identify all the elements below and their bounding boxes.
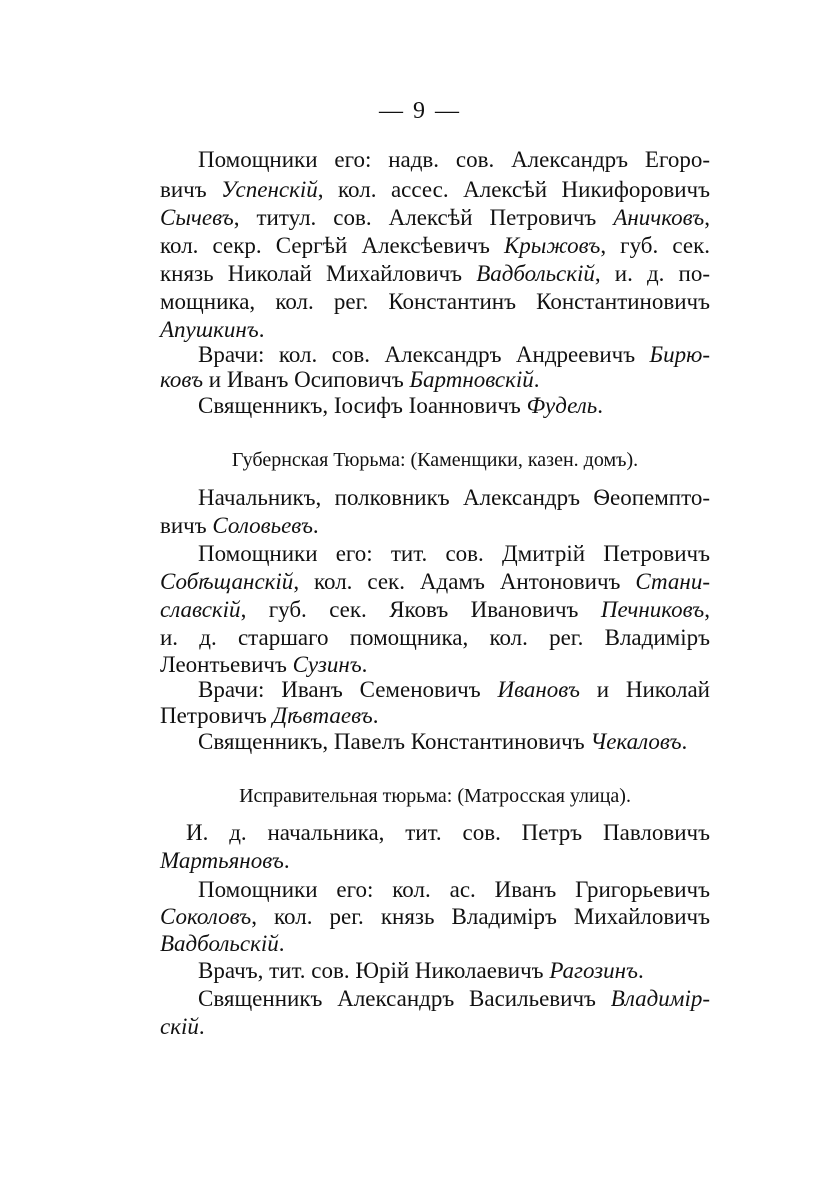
line-text: мощника, кол. рег. Константинъ Константиновичъ [160, 289, 710, 314]
text-line [160, 1013, 710, 1040]
line-text: , кол. сек. Адамъ Антоновичъ [293, 569, 636, 594]
surname-text: Печниковъ [600, 597, 705, 622]
surname-text: ковъ [160, 367, 204, 392]
text-line [160, 146, 710, 173]
text-line [160, 392, 710, 419]
text-line [160, 847, 710, 874]
line-text: Врачъ, тит. сов. Юрій Николаевичъ [198, 958, 550, 983]
line-text: Священникъ, Павелъ Константиновичъ [198, 729, 591, 754]
surname-text: Сычевъ [160, 205, 234, 230]
text-line [160, 568, 710, 595]
text-line [160, 366, 710, 393]
line-text: Врачи: Иванъ Семеновичъ [198, 677, 498, 702]
text-line [160, 624, 710, 651]
surname-text: славскій [160, 597, 241, 622]
line-text: . [258, 317, 265, 342]
text-line [160, 540, 710, 567]
surname-text: Вадбольскій [476, 261, 595, 286]
surname-text: Рагозинъ [549, 958, 638, 983]
text-line [160, 260, 710, 287]
text-line [160, 204, 710, 231]
text-line [160, 512, 710, 539]
line-text: . [278, 931, 285, 956]
surname-text: Сузинъ [292, 652, 362, 677]
line-text: Священникъ Александръ Васильевичъ [198, 986, 611, 1011]
line-text: Священникъ, Іосифъ Іоанновичъ [198, 393, 527, 418]
surname-text: Соколовъ [160, 904, 252, 929]
line-text: , губ. сек. Яковъ Ивановичъ [240, 597, 601, 622]
text-line [160, 903, 710, 930]
surname-text: Соловьевъ [212, 513, 313, 538]
line-text: , и. д. по- [594, 261, 710, 286]
surname-text: Бирю- [649, 342, 710, 367]
line-text: . [681, 729, 688, 754]
line-text: Начальникъ, полковникъ Александръ Ѳеопемпто- [198, 485, 710, 510]
line-text: . [283, 848, 290, 873]
text-line [160, 702, 710, 729]
text-line [160, 232, 710, 259]
line-text: и. д. старшаго помощника, кол. рег. Владиміръ [160, 625, 710, 650]
line-text: Петровичъ [160, 703, 273, 728]
surname-text: Собѣщанскій [160, 569, 294, 594]
page-number: — 9 — [379, 98, 461, 124]
text-line [160, 484, 710, 511]
line-text: . [372, 703, 379, 728]
text-line [160, 676, 710, 703]
text-line [160, 651, 710, 678]
text-line [160, 957, 710, 984]
surname-text: Дѣвтаевъ [272, 703, 373, 728]
surname-text: Мартьяновъ [160, 848, 284, 873]
line-text: вичъ [160, 177, 222, 202]
surname-text: Фудель [526, 393, 598, 418]
text-line [160, 341, 710, 368]
text-line [160, 288, 710, 315]
line-text: . [312, 513, 319, 538]
surname-text: Владимір- [610, 986, 710, 1011]
line-text: и Николай [579, 677, 710, 702]
surname-text: Ивановъ [497, 677, 580, 702]
surname-text: Чекаловъ [590, 729, 682, 754]
text-line [160, 876, 710, 903]
line-text: , [704, 597, 710, 622]
line-text: , кол. ассес. Алексѣй Никифоровичъ [317, 177, 710, 202]
line-text: вичъ [160, 513, 213, 538]
text-line [160, 316, 710, 343]
text-line [160, 819, 710, 846]
text-line [160, 176, 710, 203]
surname-text: Бартновскій [409, 367, 534, 392]
line-text: . [638, 958, 644, 983]
line-text: Леонтьевичъ [160, 652, 293, 677]
line-text: князь Николай Михайловичъ [160, 261, 477, 286]
line-text: и Иванъ Осиповичъ [203, 367, 410, 392]
line-text: , губ. сек. [600, 233, 710, 258]
line-text: , кол. рег. князь Владиміръ Михайловичъ [251, 904, 710, 929]
line-text: . [361, 652, 368, 677]
line-text: Помощники его: кол. ас. Иванъ Григорьевичъ [198, 877, 710, 902]
surname-text: скій [160, 1014, 199, 1039]
line-text: , титул. сов. Алексѣй Петровичъ [233, 205, 614, 230]
line-text: кол. секр. Сергѣй Алексѣевичъ [160, 233, 505, 258]
surname-text: Аничковъ [613, 205, 705, 230]
line-text: . [597, 393, 603, 418]
line-text: Врачи: кол. сов. Александръ Андреевичъ [198, 342, 650, 367]
text-line [160, 930, 710, 957]
text-line [160, 985, 710, 1012]
line-text: Помощники его: тит. сов. Дмитрій Петровичъ [198, 541, 710, 566]
section-heading [160, 783, 710, 810]
surname-text: Вадбольскій [160, 931, 279, 956]
surname-text: Стани- [635, 569, 710, 594]
text-line [160, 596, 710, 623]
line-text: И. д. начальника, тит. сов. Петръ Павловичъ [186, 820, 710, 845]
surname-text: Апушкинъ [160, 317, 259, 342]
line-text: Помощники его: надв. сов. Александръ Егоро- [198, 147, 710, 172]
surname-text: Успенскій [221, 177, 318, 202]
text-line [160, 728, 710, 755]
line-text: . [533, 367, 540, 392]
line-text: , [704, 205, 710, 230]
line-text: Исправительная тюрьма: (Матросская улица). [239, 785, 631, 807]
line-text: . [198, 1014, 205, 1039]
section-heading [160, 447, 710, 474]
surname-text: Крыжовъ [504, 233, 601, 258]
line-text: Губернская Тюрьма: (Каменщики, казен. домъ). [231, 449, 639, 471]
